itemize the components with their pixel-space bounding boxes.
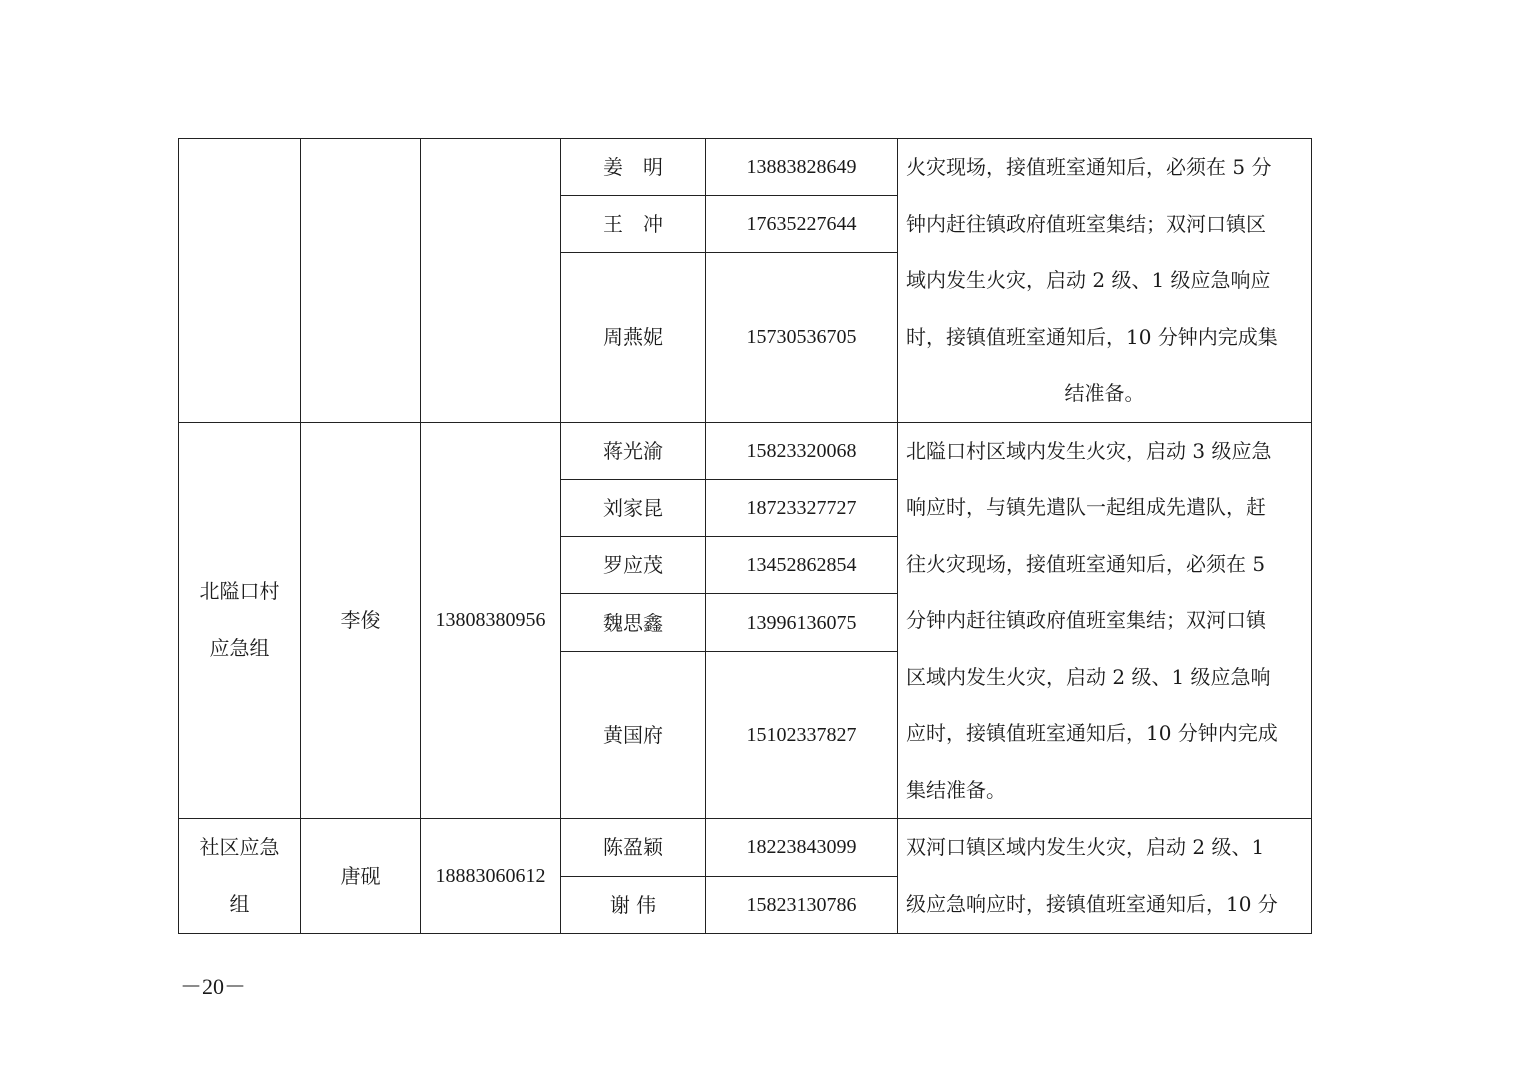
description-cell	[898, 139, 1312, 423]
description-line: 结准备。	[1064, 381, 1145, 405]
description-line: 集结准备。	[906, 777, 1006, 802]
description-line: 分钟内赶往镇政府值班室集结；双河口镇	[906, 608, 1266, 632]
group-name-line: 社区应急	[199, 835, 280, 859]
member-phone-cell: 17635227644	[706, 196, 898, 253]
description-line: 应时，接镇值班室通知后，10 分钟内完成	[906, 721, 1278, 745]
table-row	[179, 139, 1312, 196]
table-row	[179, 819, 1312, 877]
member-phone-cell: 18223843099	[706, 819, 898, 877]
member-name-cell: 黄国府	[561, 652, 706, 819]
description-line: 双河口镇区域内发生火灾，启动 2 级、1	[906, 835, 1265, 859]
leader-phone-cell	[421, 139, 561, 423]
description-line: 域内发生火灾，启动 2 级、1 级应急响应	[906, 268, 1271, 292]
table-row	[179, 422, 1312, 479]
page-number: －20－	[180, 974, 247, 999]
member-name-cell: 刘家昆	[561, 479, 706, 536]
member-name-cell: 蒋光渝	[561, 422, 706, 479]
group-cell	[179, 422, 301, 819]
leader-phone-cell: 13808380956	[421, 422, 561, 819]
member-phone-cell: 15730536705	[706, 253, 898, 422]
group-cell	[179, 139, 301, 423]
member-name-cell: 王 冲	[561, 196, 706, 253]
description-line: 火灾现场，接值班室通知后，必须在 5 分	[906, 155, 1272, 179]
member-phone-cell: 15823130786	[706, 876, 898, 934]
leader-cell: 唐砚	[301, 819, 421, 934]
member-phone-cell: 13883828649	[706, 139, 898, 196]
member-phone-cell: 13996136075	[706, 594, 898, 652]
description-cell	[898, 819, 1312, 934]
member-name-cell: 陈盈颖	[561, 819, 706, 877]
description-line: 北隘口村区域内发生火灾，启动 3 级应急	[906, 438, 1272, 463]
description-cell	[898, 422, 1312, 819]
member-name-cell: 谢 伟	[561, 876, 706, 934]
description-line: 区域内发生火灾，启动 2 级、1 级应急响	[906, 664, 1271, 689]
leader-cell: 李俊	[301, 422, 421, 819]
member-name-cell: 罗应茂	[561, 536, 706, 593]
member-name-cell: 周燕妮	[561, 253, 706, 422]
description-line: 时，接镇值班室通知后，10 分钟内完成集	[906, 324, 1278, 349]
description-line: 往火灾现场，接值班室通知后，必须在 5	[906, 551, 1266, 576]
member-name-cell: 姜 明	[561, 139, 706, 196]
group-name-line: 应急组	[209, 636, 270, 661]
member-phone-cell: 18723327727	[706, 479, 898, 536]
member-phone-cell: 15823320068	[706, 422, 898, 479]
group-name-line: 北隘口村	[199, 579, 280, 604]
leader-phone-cell: 18883060612	[421, 819, 561, 934]
member-phone-cell: 15102337827	[706, 652, 898, 819]
emergency-roster-table	[178, 138, 1312, 934]
description-line: 响应时，与镇先遣队一起组成先遣队，赶	[906, 495, 1266, 519]
leader-cell	[301, 139, 421, 423]
group-name-line: 组	[229, 892, 250, 916]
group-cell	[179, 819, 301, 934]
member-name-cell: 魏思鑫	[561, 594, 706, 652]
description-line: 级应急响应时，接镇值班室通知后，10 分	[906, 891, 1278, 916]
description-line: 钟内赶往镇政府值班室集结；双河口镇区	[906, 211, 1266, 236]
member-phone-cell: 13452862854	[706, 536, 898, 593]
